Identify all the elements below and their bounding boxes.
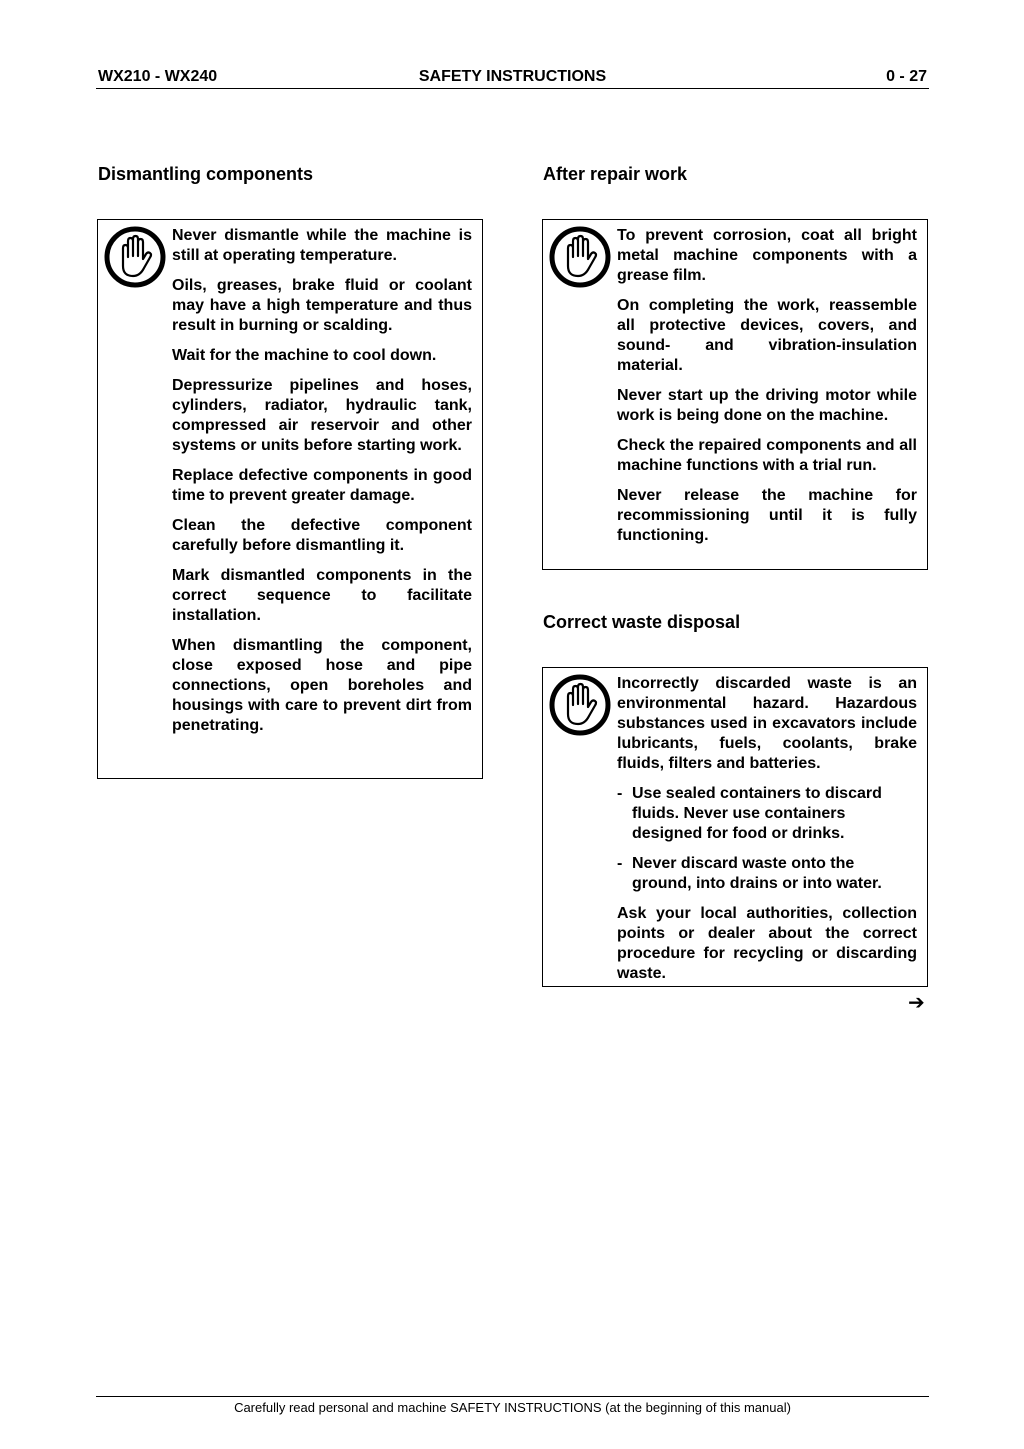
- section-title-after-repair: After repair work: [543, 164, 688, 184]
- waste-intro: Incorrectly discarded waste is an environmental hazard. Hazardous substances used in excavators include lubricants, fuels, coolants, brake fluids, filters and batteries.: [617, 675, 917, 772]
- dismantling-paragraph: When dismantling the component, close exposed hose and pipe connections, open boreholes and housings with care to prevent dirt from penetrating.: [172, 637, 472, 734]
- dismantling-box: [97, 219, 483, 779]
- after-repair-content: [617, 226, 917, 556]
- waste-disposal-content: [617, 674, 917, 994]
- bullet-marker: -: [617, 855, 623, 872]
- page-header: [96, 66, 929, 89]
- after-repair-box: [542, 219, 928, 570]
- list-item: [617, 784, 917, 844]
- dismantling-paragraph: Wait for the machine to cool down.: [172, 347, 437, 364]
- dismantling-paragraph: Depressurize pipelines and hoses, cylinders, radiator, hydraulic tank, compressed air reservoir and other systems or units before starting work.: [172, 377, 472, 454]
- continue-arrow-icon: ➔: [908, 992, 925, 1014]
- header-title: SAFETY INSTRUCTIONS: [418, 68, 607, 85]
- bullet-text: Use sealed containers to discard fluids. Never use containers designed for food or drinks.: [632, 785, 882, 842]
- hand-stop-icon: [549, 674, 611, 736]
- waste-disposal-box: [542, 667, 928, 987]
- section-title-dismantling: Dismantling components: [98, 164, 314, 184]
- hand-stop-icon: [549, 226, 611, 288]
- dismantling-content: [172, 226, 472, 746]
- header-model: WX210 - WX240: [98, 68, 218, 85]
- dismantling-paragraph: Clean the defective component carefully before dismantling it.: [172, 517, 472, 554]
- dismantling-paragraph: Mark dismantled components in the correct sequence to facilitate installation.: [172, 567, 472, 624]
- bullet-text: Never discard waste onto the ground, into drains or into water.: [632, 855, 882, 892]
- after-repair-paragraph: To prevent corrosion, coat all bright metal machine components with a grease film.: [617, 227, 917, 284]
- waste-bullet-list: [617, 784, 917, 894]
- after-repair-paragraph: Check the repaired components and all machine functions with a trial run.: [617, 437, 917, 474]
- after-repair-paragraph: On completing the work, reassemble all protective devices, covers, and sound- and vibration-insulation material.: [617, 297, 917, 374]
- waste-closing: Ask your local authorities, collection points or dealer about the correct procedure for recycling or discarding waste.: [617, 905, 917, 982]
- dismantling-paragraph: Oils, greases, brake fluid or coolant may have a high temperature and thus result in burning or scalding.: [172, 277, 472, 334]
- header-page-number: 0 - 27: [886, 68, 927, 85]
- after-repair-paragraph: Never release the machine for recommissioning until it is fully functioning.: [617, 487, 917, 544]
- section-title-waste-disposal: Correct waste disposal: [543, 612, 741, 632]
- list-item: [617, 854, 917, 894]
- bullet-marker: -: [617, 785, 623, 802]
- dismantling-paragraph: Replace defective components in good time to prevent greater damage.: [172, 467, 472, 504]
- hand-stop-icon: [104, 226, 166, 288]
- dismantling-paragraph: Never dismantle while the machine is still at operating temperature.: [172, 227, 472, 264]
- after-repair-paragraph: Never start up the driving motor while work is being done on the machine.: [617, 387, 917, 424]
- page-footer: Carefully read personal and machine SAFETY INSTRUCTIONS (at the beginning of this manual): [96, 1396, 929, 1415]
